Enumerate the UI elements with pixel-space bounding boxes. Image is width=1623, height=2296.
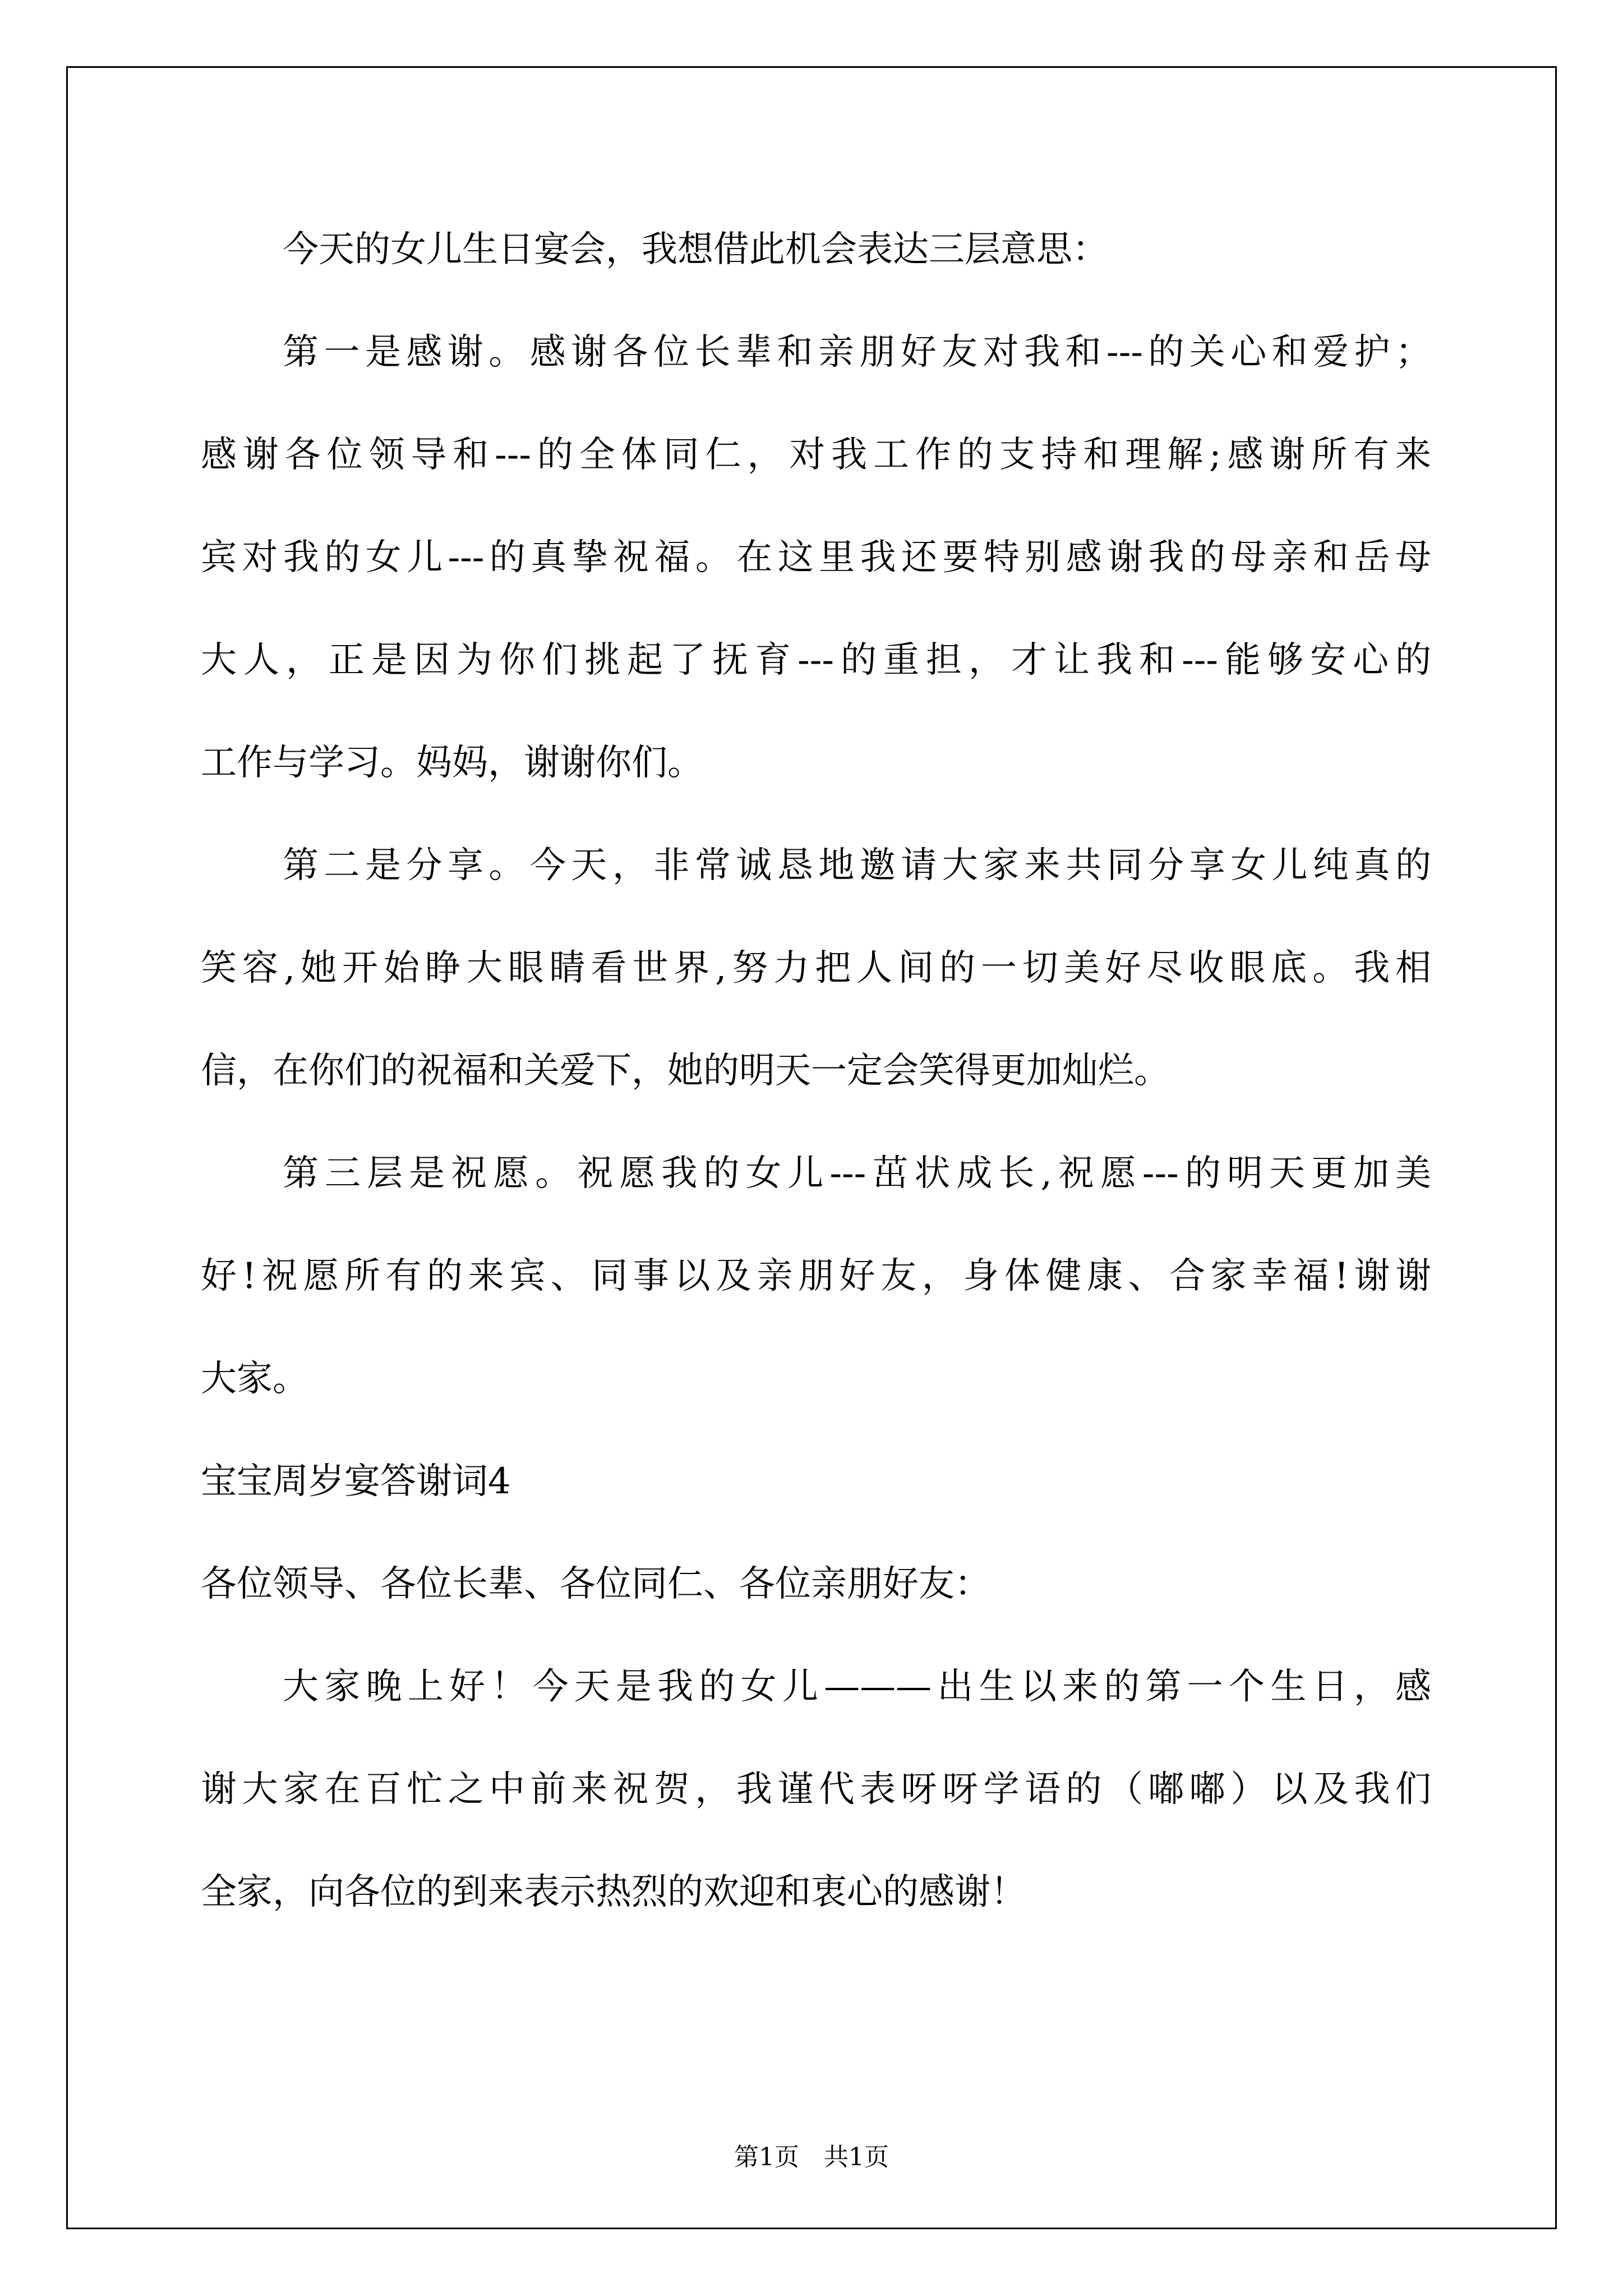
section-heading: 宝宝周岁宴答谢词4 [201, 1461, 511, 1502]
paragraph-thanks-line: 第一是感谢。感谢各位长辈和亲朋好友对我和---的关心和爱护； [283, 332, 1431, 373]
paragraph-share-line: 第二是分享。今天，非常诚恳地邀请大家来共同分享女儿纯真的 [283, 845, 1431, 886]
page-number-footer: 第1页 共1页 [734, 2143, 889, 2171]
paragraph-thanks-line: 宾对我的女儿---的真挚祝福。在这里我还要特别感谢我的母亲和岳母 [201, 537, 1431, 578]
salutation: 各位领导、各位长辈、各位同仁、各位亲朋好友： [201, 1563, 990, 1605]
paragraph-wish-line: 好!祝愿所有的来宾、同事以及亲朋好友，身体健康、合家幸福!谢谢 [201, 1255, 1431, 1297]
paragraph-greeting-line: 全家，向各位的到来表示热烈的欢迎和衷心的感谢！ [201, 1871, 1026, 1913]
paragraph-share-line: 笑容,她开始睁大眼睛看世界,努力把人间的一切美好尽收眼底。我相 [201, 947, 1431, 989]
paragraph-greeting-line: 谢大家在百忙之中前来祝贺，我谨代表呀呀学语的（嘟嘟）以及我们 [201, 1769, 1431, 1810]
paragraph-wish-line: 大家。 [201, 1358, 308, 1400]
paragraph-greeting-line: 大家晚上好！今天是我的女儿———出生以来的第一个生日，感 [283, 1666, 1431, 1708]
paragraph-thanks-line: 感谢各位领导和---的全体同仁，对我工作的支持和理解;感谢所有来 [201, 434, 1431, 476]
paragraph-share-line: 信，在你们的祝福和关爱下，她的明天一定会笑得更加灿烂。 [201, 1050, 1170, 1092]
paragraph-wish-line: 第三层是祝愿。祝愿我的女儿---茁状成长,祝愿---的明天更加美 [283, 1153, 1431, 1194]
paragraph-intro: 今天的女儿生日宴会，我想借此机会表达三层意思： [283, 229, 1108, 270]
paragraph-thanks-line: 大人，正是因为你们挑起了抚育---的重担，才让我和---能够安心的 [201, 639, 1431, 681]
paragraph-thanks-line: 工作与学习。妈妈，谢谢你们。 [201, 742, 703, 784]
